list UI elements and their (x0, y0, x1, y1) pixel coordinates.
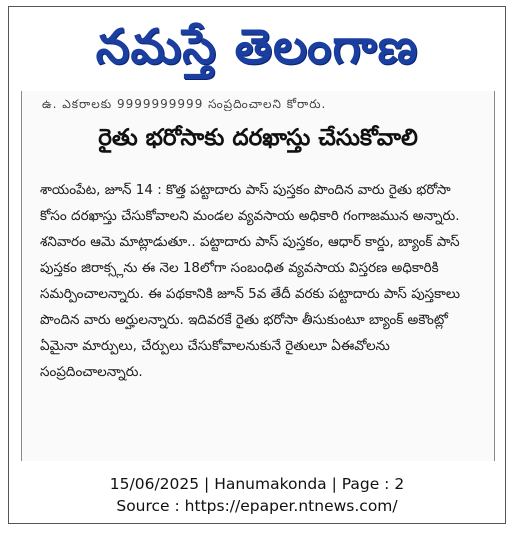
source-footer (9, 473, 505, 517)
date-edition-page: 15/06/2025 | Hanumakonda | Page : 2 (109, 475, 405, 493)
page-frame (8, 6, 506, 524)
article-body (40, 177, 476, 385)
article-headline: రైతు భరోసాకు దరఖాస్తు చేసుకోవాలి (98, 125, 418, 151)
source-url: Source : https://epaper.ntnews.com/ (116, 497, 398, 515)
news-clipping (21, 91, 495, 461)
cut-off-previous-line: ఉ. ఎకరాలకు 9999999999 సంప్రదించాలని కోరారు. (42, 97, 327, 111)
newspaper-logo: నమస్తే తెలంగాణ (95, 19, 419, 75)
article-paragraph: శాయంపేట, జూన్ 14 : కొత్త పట్టాదారు పాస్ పుస్తకం పొందిన వారు రైతు భరోసా కోసం దరఖాస్తు చేసుకోవాలని మండల వ్యవసాయ అధికారి గంగాజమున అన్నారు. శనివారం ఆమె మాట్లాడుతూ.. పట్టాదారు పాస్ పుస్తకం, ఆధార్ కార్డు, బ్యాంక్ పాస్ పుస్తకం జిరాక్స్లను ఈ నెల 18లోగా సంబంధిత వ్యవసాయ విస్తరణ అధికారికి సమర్పించాలన్నారు. ఈ పథకానికి జూన్ 5వ తేదీ వరకు పట్టాదారు పాస్ పుస్తకాలు పొందిన వారు అర్హులన్నారు. ఇదివరకే రైతు భరోసా తీసుకుంటూ బ్యాంక్ అకౌంట్లో ఏమైనా మార్పులు, చేర్పులు చేసుకోవాలనుకునే రైతులూ ఏఈవోలను సంప్రదించాలన్నారు. (40, 182, 461, 380)
masthead (9, 9, 505, 85)
